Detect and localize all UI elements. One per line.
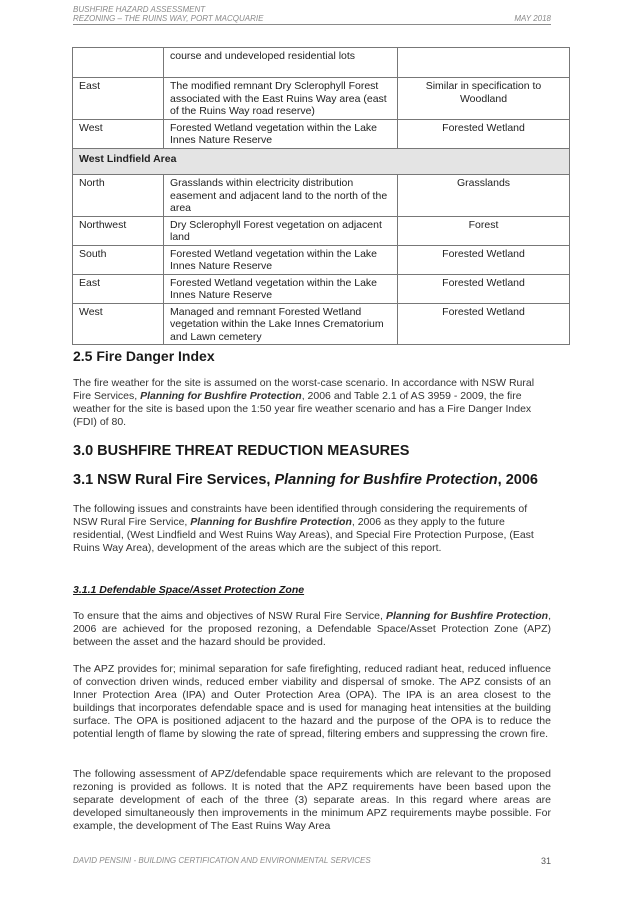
classification-cell: Forest: [398, 216, 570, 245]
vegetation-table: [72, 47, 570, 345]
direction-cell: East: [73, 274, 164, 303]
table-row: [73, 175, 570, 217]
paragraph-fire-danger: The fire weather for the site is assumed on the worst-case scenario. In accordance with NSW Rural Fire Services, Planning for Bushfire Protection, 2006 and Table 2.1 of AS 3959 - 2009, the fire weather for the site is based upon the 1:50 year fire weather scenario and has a Fire Danger Index (FDI) of 80.: [73, 377, 535, 428]
direction-cell: [73, 48, 164, 78]
heading-3-0: 3.0 BUSHFIRE THREAT REDUCTION MEASURES: [73, 443, 410, 459]
page-footer: [73, 856, 551, 866]
paragraph-apz-assessment: The following assessment of APZ/defendable space requirements which are relevant to the proposed rezoning is provided as follows. It is noted that the APZ requirements have been based upon the separate development of each of the three (3) separate areas. In this regard where areas are developed simultaneously then improvements in the minimum APZ requirements maybe possible. For example, the development of The East Ruins Way Area: [73, 768, 551, 832]
direction-cell: South: [73, 245, 164, 274]
classification-cell: Forested Wetland: [398, 274, 570, 303]
description-cell: The modified remnant Dry Sclerophyll Forest associated with the East Ruins Way area (east of the Ruins Way road reserve): [164, 78, 398, 120]
emphasis-title: Planning for Bushfire Protection: [190, 516, 352, 528]
table-row: [73, 78, 570, 120]
table-row: [73, 48, 570, 78]
classification-cell: Forested Wetland: [398, 303, 570, 345]
classification-cell: Forested Wetland: [398, 245, 570, 274]
table-section-row: [73, 148, 570, 175]
classification-cell: Forested Wetland: [398, 119, 570, 148]
description-cell: course and undeveloped residential lots: [164, 48, 398, 78]
direction-cell: West: [73, 119, 164, 148]
direction-cell: North: [73, 175, 164, 217]
description-cell: Forested Wetland vegetation within the Lake Innes Nature Reserve: [164, 119, 398, 148]
heading-3-1-1: 3.1.1 Defendable Space/Asset Protection Zone: [73, 584, 305, 596]
table-row: [73, 245, 570, 274]
table-row: [73, 303, 570, 345]
paragraph-issues: The following issues and constraints have been identified through considering the requirements of NSW Rural Fire Service, Planning for Bushfire Protection, 2006 as they apply to the future residential, (West Lindfield and West Ruins Way Areas), and Special Fire Protection Purpose, (East Ruins Way Area), development of the areas which are the subject of this report.: [73, 503, 534, 554]
table-row: [73, 216, 570, 245]
header-subtitle: REZONING – THE RUINS WAY, PORT MACQUARIE: [73, 14, 264, 23]
classification-cell: Similar in specification to Woodland: [398, 78, 570, 120]
page-number: 31: [540, 856, 551, 866]
direction-cell: Northwest: [73, 216, 164, 245]
footer-text: DAVID PENSINI - BUILDING CERTIFICATION AND ENVIRONMENTAL SERVICES: [73, 856, 371, 865]
section-heading-cell: West Lindfield Area: [73, 148, 570, 175]
header-date: MAY 2018: [514, 14, 551, 23]
classification-cell: [398, 48, 570, 78]
emphasis-title: Planning for Bushfire Protection: [386, 610, 549, 622]
direction-cell: East: [73, 78, 164, 120]
table-row: [73, 274, 570, 303]
direction-cell: West: [73, 303, 164, 345]
description-cell: Forested Wetland vegetation within the Lake Innes Nature Reserve: [164, 274, 398, 303]
emphasis-title: Planning for Bushfire Protection: [140, 390, 302, 402]
page-header: [73, 5, 551, 25]
table-row: [73, 119, 570, 148]
classification-cell: Grasslands: [398, 175, 570, 217]
header-title: BUSHFIRE HAZARD ASSESSMENT: [73, 5, 206, 14]
description-cell: Dry Sclerophyll Forest vegetation on adjacent land: [164, 216, 398, 245]
paragraph-apz-aims: To ensure that the aims and objectives of NSW Rural Fire Service, Planning for Bushfire Protection, 2006 are achieved for the proposed rezoning, a Defendable Space/Asset Protection Zone (APZ) between the asset and the hazard should be provided.: [73, 610, 551, 648]
heading-2-5: 2.5 Fire Danger Index: [73, 348, 215, 364]
description-cell: Grasslands within electricity distribution easement and adjacent land to the north of the area: [164, 175, 398, 217]
description-cell: Forested Wetland vegetation within the Lake Innes Nature Reserve: [164, 245, 398, 274]
paragraph-apz-provides: The APZ provides for; minimal separation for safe firefighting, reduced radiant heat, reduced influence of convection driven winds, reduced ember viability and dispersal of smoke. The APZ consists of an Inner Protection Area (IPA) and Outer Protection Area (OPA). The IPA is an area closest to the buildings that incorporates defendable space and is used for managing heat intensities at the building surface. The OPA is positioned adjacent to the hazard and the purpose of the OPA is to reduce the potential length of flame by slowing the rate of spread, filtering embers and suppressing the crown fire.: [73, 663, 551, 740]
heading-3-1: 3.1 NSW Rural Fire Services, Planning for Bushfire Protection, 2006: [73, 472, 538, 488]
description-cell: Managed and remnant Forested Wetland vegetation within the Lake Innes Crematorium and Lawn cemetery: [164, 303, 398, 345]
